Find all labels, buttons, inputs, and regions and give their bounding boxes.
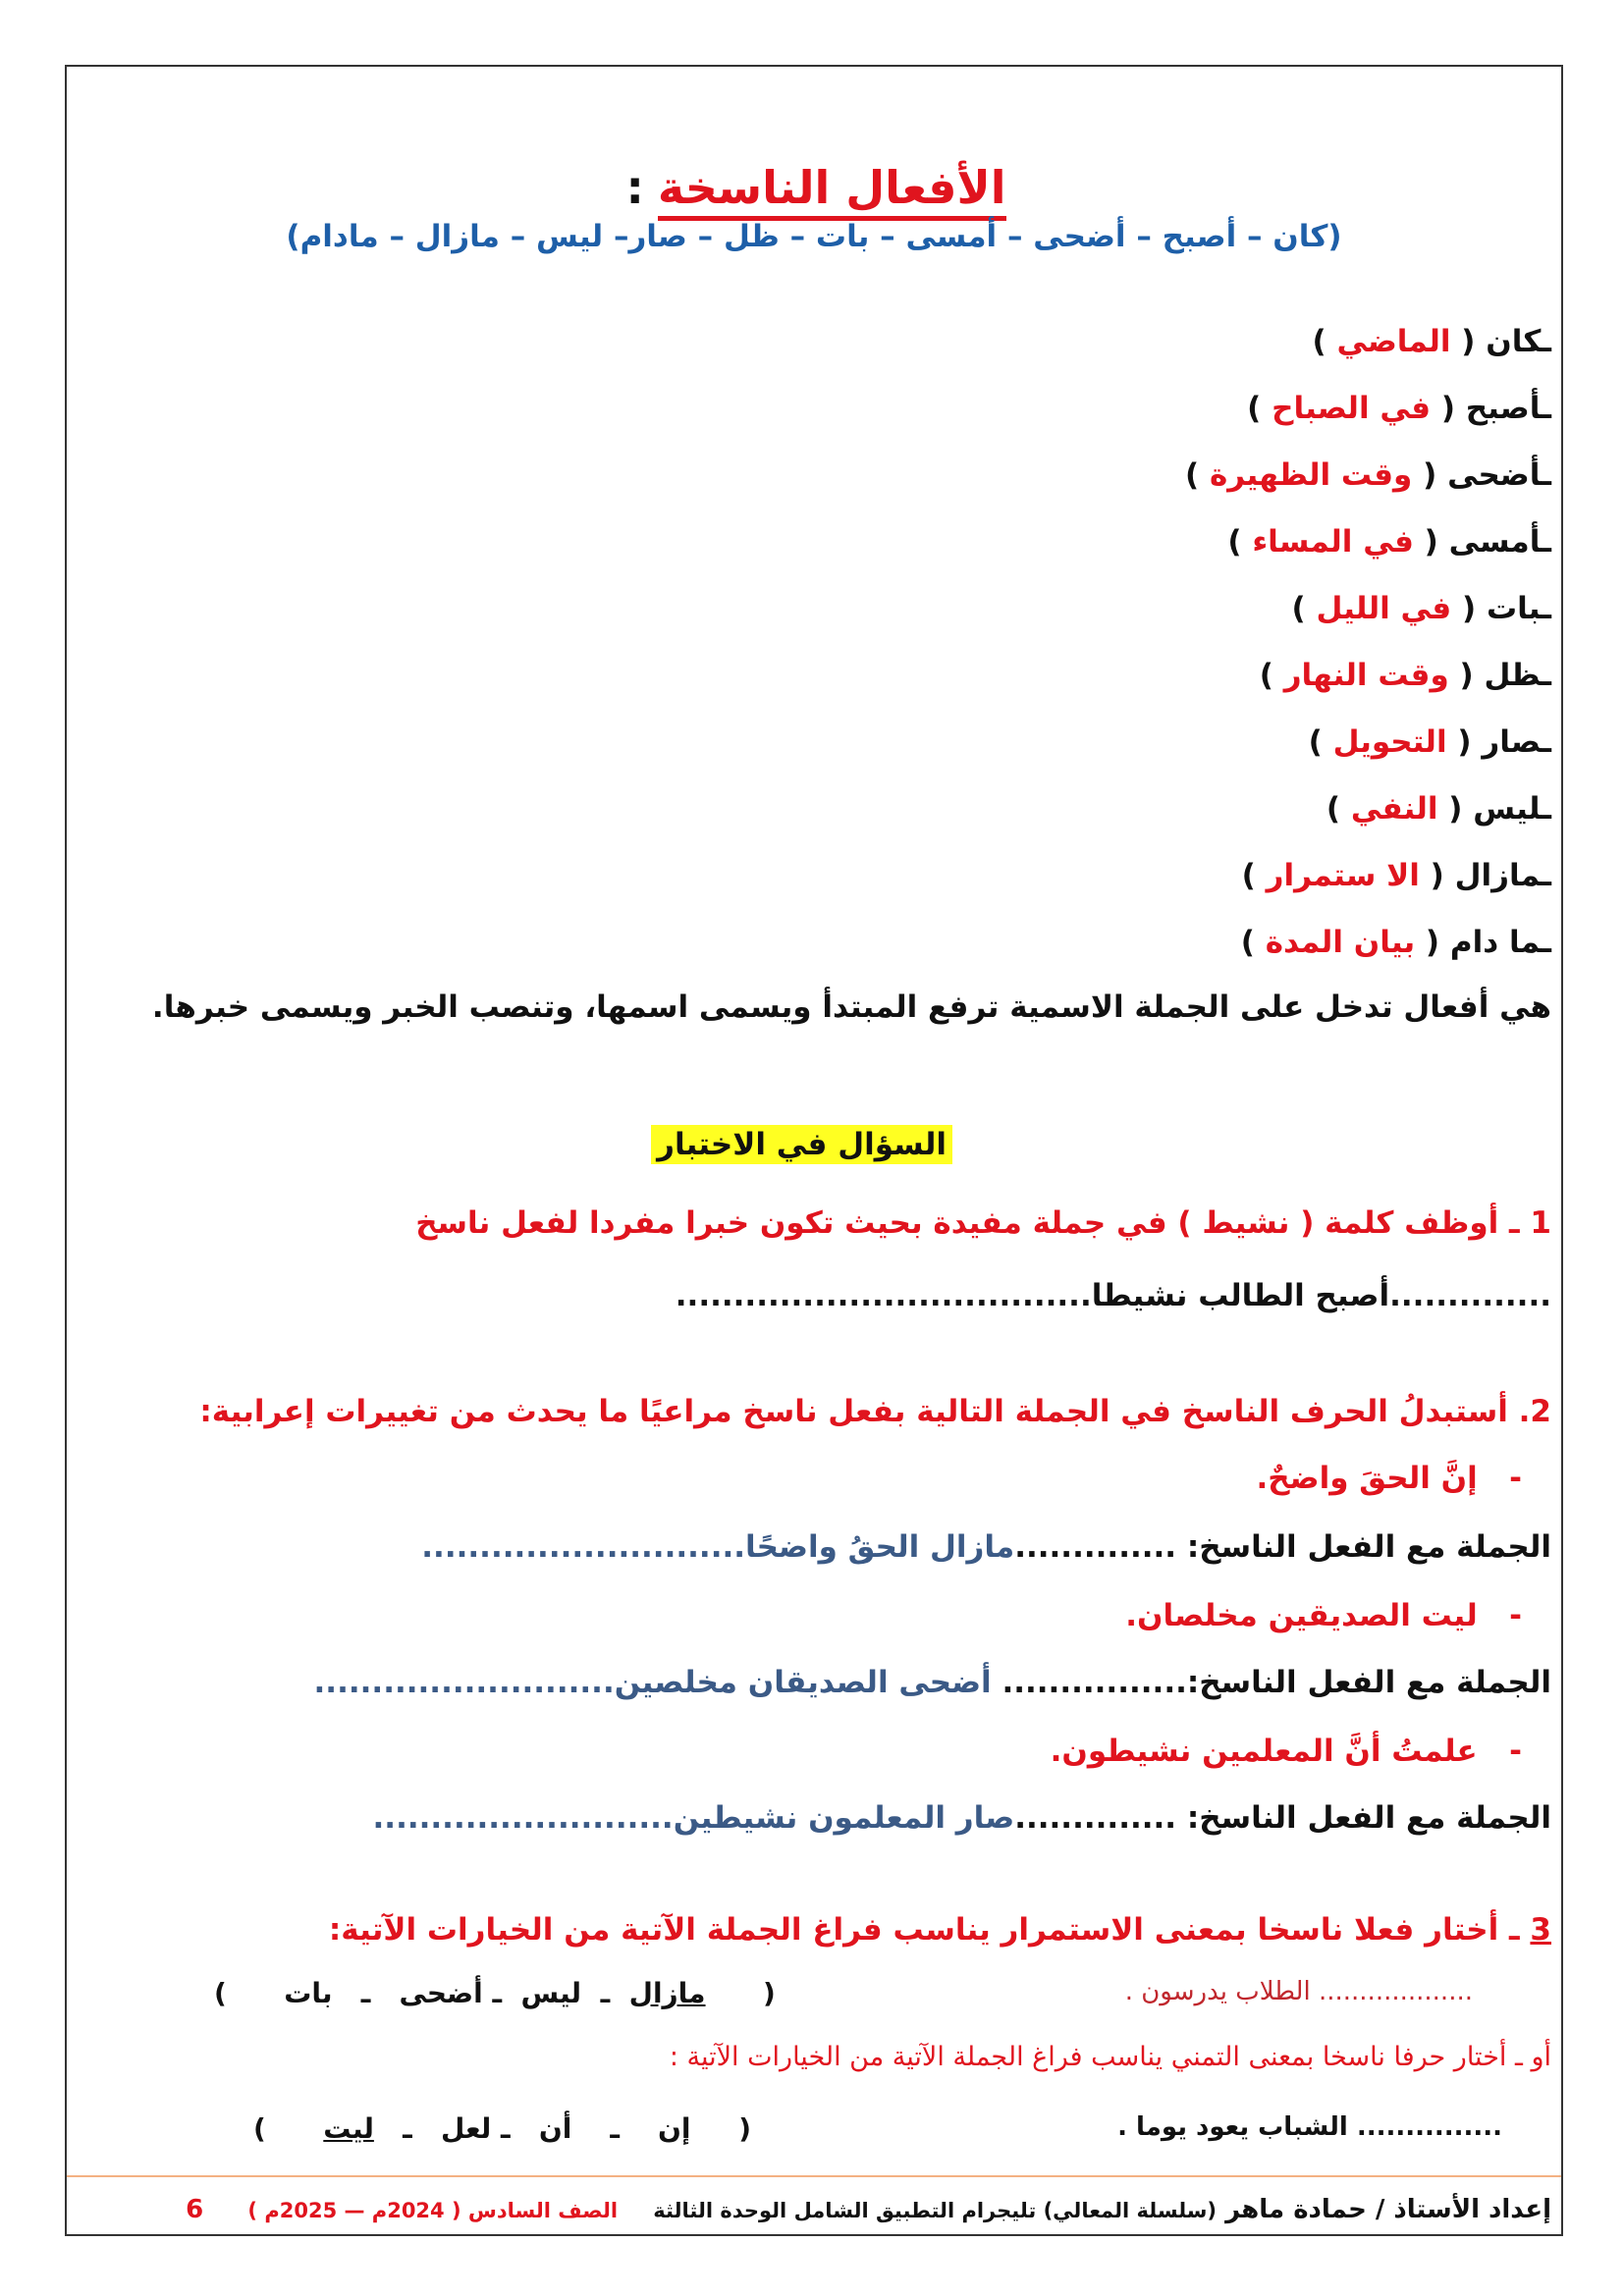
q3-alt-sentence: ............... الشباب يعود يوما . [1117,2112,1502,2142]
title-text: الأفعال الناسخة [658,161,1006,221]
q2-item-answer: الجملة مع الفعل الناسخ:................ أضحى الصديقان مخلصين.......................... [313,1665,1551,1700]
verb-item: ـبات ( في الليل ) [1291,591,1551,626]
page-number: 6 [186,2195,204,2224]
footer-grade: الصف السادس ( 2024م — 2025م ) [247,2199,619,2222]
q3-prompt: 3 ـ أختار فعلا ناسخا بمعنى الاستمرار يناسب فراغ الجملة الآتية من الخيارات الآتية: [328,1912,1551,1948]
q2-item-sentence: - إنَّ الحقَ واضحٌ. [1256,1461,1522,1496]
q3-sentence: ................... الطلاب يدرسون . [1124,1977,1473,2006]
verb-item: ـأضحى ( وقت الظهيرة ) [1185,457,1551,493]
option: أضحى [399,1977,483,2009]
option: أن [538,2112,572,2145]
option: لعل [440,2112,492,2145]
q3-options: ( مازال ـ ليس ـ أضحى ـ بات ) [214,1977,776,2009]
option: بات [284,1977,333,2009]
q3-alt-prompt: أو ـ أختار حرفا ناسخا بمعنى التمني يناسب فراغ الجملة الآتية من الخيارات الآتية : [669,2042,1551,2072]
verb-item: ـليس ( النفي ) [1326,791,1551,827]
footer-divider [67,2175,1561,2177]
option: ليس [520,1977,582,2009]
q2-item-sentence: - ليت الصديقين مخلصان. [1125,1598,1522,1633]
q2-item-answer: الجملة مع الفعل الناسخ: ..............مازال الحقُ واضحًا............................ [421,1529,1551,1565]
verb-item: ـمازال ( الا ستمرار ) [1241,858,1551,893]
exam-heading: السؤال في الاختبار [651,1127,952,1162]
definition: هي أفعال تدخل على الجملة الاسمية ترفع المبتدأ ويسمى اسمها، وتنصب الخبر ويسمى خبرها. [151,989,1551,1025]
verb-item: ـكان ( الماضي ) [1312,324,1551,359]
verb-item: ـأصبح ( في الصباح ) [1247,391,1551,426]
verb-item: ـظل ( وقت النهار ) [1259,658,1551,693]
q2-prompt: 2. أستبدلُ الحرف الناسخ في الجملة التالية بفعل ناسخ مراعيًا ما يحدث من تغييرات إعرابية: [199,1394,1551,1429]
option: مازال [628,1977,706,2009]
footer-series: (سلسلة المعالي) تليجرام التطبيق الشامل الوحدة الثالثة [653,2199,1218,2222]
q1-answer-line: ..............أصبح الطالب نشيطا.................................... [675,1278,1551,1313]
verb-item: ـصار ( التحويل ) [1308,724,1551,760]
option: إن [657,2112,691,2145]
page-frame [65,65,1563,2236]
q2-item-sentence: - علمتُ أنَّ المعلمين نشيطون. [1050,1734,1522,1769]
q3-alt-options: ( إن ـ أن ـ لعل ـ ليت ) [253,2112,751,2145]
q1-prompt: 1 ـ أوظف كلمة ( نشيط ) في جملة مفيدة بحيث تكون خبرا مفردا لفعل ناسخ [415,1205,1551,1241]
page-title [67,161,1565,214]
verb-item: ـأمسى ( في المساء ) [1227,524,1551,560]
footer [186,2195,1551,2224]
option: ليت [323,2112,374,2145]
q2-item-answer: الجملة مع الفعل الناسخ: ..............صار المعلمون نشيطين.......................... [372,1800,1551,1836]
footer-author: إعداد الأستاذ / حمادة ماهر [1225,2195,1551,2224]
verbs-list: (كان – أصبح – أضحى – أمسى – بات – ظل – صار– ليس – مازال – مادام) [286,219,1342,254]
verb-item: ـما دام ( بيان المدة ) [1240,925,1551,960]
title-colon: : [625,161,644,214]
